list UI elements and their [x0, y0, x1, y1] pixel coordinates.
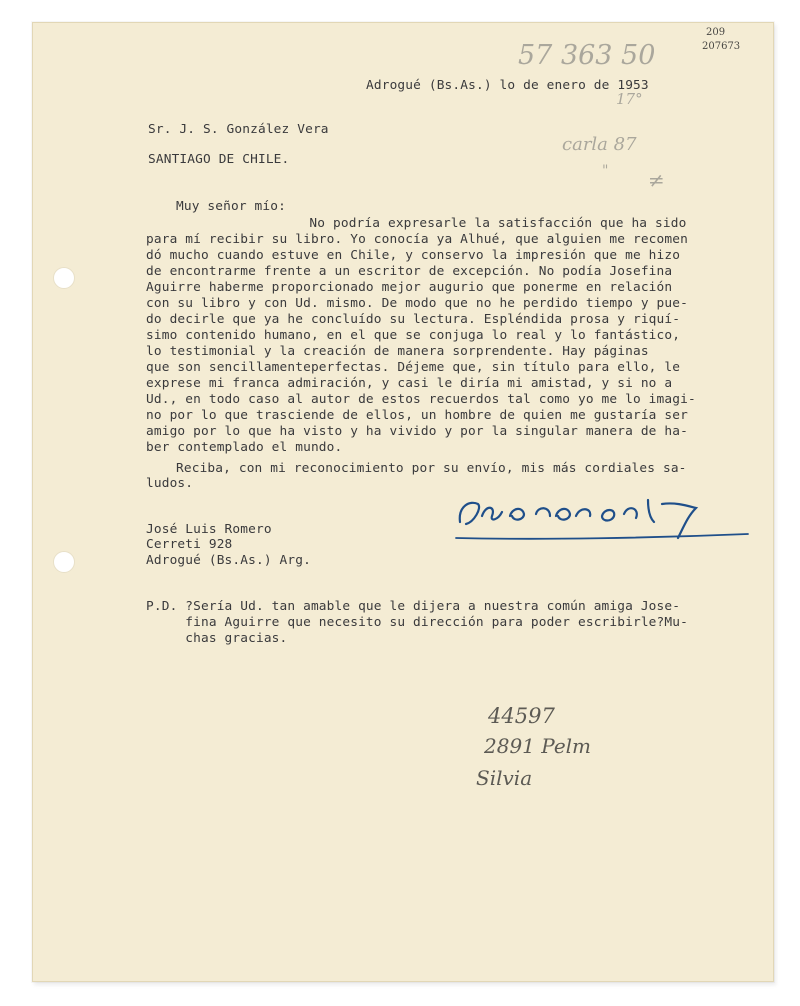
pencil-note: carla 87	[562, 134, 637, 155]
signature	[452, 486, 752, 546]
body-line: exprese mi franca admiración, y casi le diría mi amistad, y si no a	[146, 376, 673, 391]
pencil-glyph: ≠	[648, 168, 665, 192]
body-line: con su libro y con Ud. mismo. De modo que no he perdido tiempo y pue-	[146, 296, 688, 311]
postscript-line: P.D. ?Sería Ud. tan amable que le dijera a nuestra común amiga Jose-	[146, 599, 681, 614]
body-line: Aguirre haberme proporcionado mejor augurio que ponerme en relación	[146, 280, 673, 295]
body-line: ber contemplado el mundo.	[146, 440, 343, 455]
pencil-mark: 17°	[616, 90, 643, 108]
postscript-line: chas gracias.	[146, 631, 288, 646]
body-line: no por lo que trasciende de ellos, un hombre de quien me gustaría ser	[146, 408, 688, 423]
body-line: Ud., en todo caso al autor de estos recuerdos tal como yo me lo imagi-	[146, 392, 696, 407]
corner-number-1: 209	[706, 27, 726, 38]
ditto-mark: "	[602, 163, 609, 179]
recipient-city: SANTIAGO DE CHILE.	[148, 152, 290, 167]
body-line: simo contenido humano, en el que se conjuga lo real y lo fantástico,	[146, 328, 681, 343]
body-line: para mí recibir su libro. Yo conocía ya Alhué, que alguien me recomen	[146, 232, 688, 247]
body-line: do decirle que ya he concluído su lectura. Espléndida prosa y riquí-	[146, 312, 681, 327]
body-line: dó mucho cuando estuve en Chile, y conservo la impresión que me hizo	[146, 248, 681, 263]
handwritten-note: Silvia	[476, 766, 533, 790]
letter-body	[112, 216, 752, 456]
closing-line: ludos.	[146, 476, 194, 491]
closing-line: Reciba, con mi reconocimiento por su envío, mis más cordiales sa-	[176, 461, 687, 476]
dateline: Adrogué (Bs.As.) lo de enero de 1953	[366, 78, 649, 93]
postscript-line: fina Aguirre que necesito su dirección para poder escribirle?Mu-	[146, 615, 688, 630]
punch-hole-bottom	[53, 551, 75, 573]
salutation: Muy señor mío:	[176, 199, 286, 214]
sender-city: Adrogué (Bs.As.) Arg.	[146, 553, 311, 568]
body-line: de encontrarme frente a un escritor de excepción. No podía Josefina	[146, 264, 673, 279]
body-line: No podría expresarle la satisfacción que ha sido	[278, 216, 687, 231]
body-line: amigo por lo que ha visto y ha vivido y por la singular manera de ha-	[146, 424, 688, 439]
sender-name: José Luis Romero	[146, 522, 272, 537]
punch-hole-top	[53, 267, 75, 289]
handwritten-note: 2891 Pelm	[484, 734, 592, 758]
handwritten-note: 44597	[488, 704, 555, 728]
sender-street: Cerreti 928	[146, 537, 233, 552]
corner-number-2: 207673	[702, 41, 741, 52]
archive-code: 57 363 50	[518, 40, 656, 71]
recipient-name: Sr. J. S. González Vera	[148, 122, 329, 137]
body-line: lo testimonial y la creación de manera sorprendente. Hay páginas	[146, 344, 649, 359]
body-line: que son sencillamenteperfectas. Déjeme que, sin título para ello, le	[146, 360, 681, 375]
